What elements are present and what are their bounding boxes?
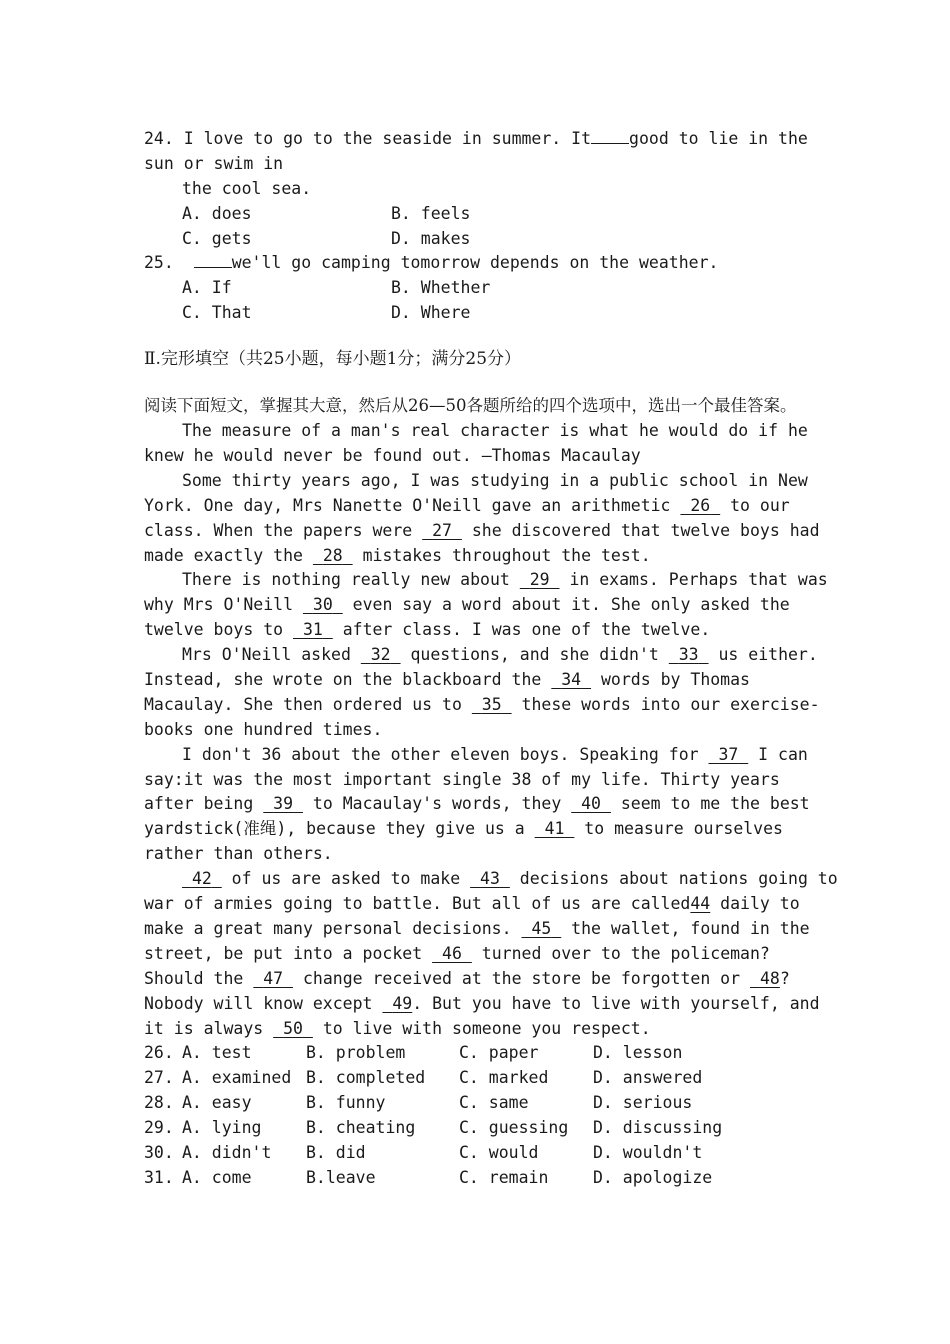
text-span: mistakes throughout the test. <box>352 545 651 565</box>
option-b: B. did <box>306 1142 366 1162</box>
blank-37 <box>709 745 749 764</box>
q24-option-d: D. makes <box>391 228 471 248</box>
text-span: these words into our exercise- <box>511 694 820 714</box>
blank-number: 48 <box>759 968 780 988</box>
option-a: A. come <box>182 1167 252 1187</box>
text-span: to our <box>720 495 790 515</box>
passage-line <box>144 743 814 768</box>
blank-number: 31 <box>302 620 323 640</box>
text-span: street, be put into a pocket <box>144 943 433 963</box>
blank-27 <box>422 521 462 540</box>
option-c: C. paper <box>459 1043 539 1063</box>
q25-option-a: A. If <box>182 278 232 298</box>
text-span: us either. <box>708 645 818 665</box>
passage-line: rather than others. <box>144 844 333 864</box>
option-a: A. easy <box>182 1093 252 1113</box>
passage-line <box>144 892 814 917</box>
answer-number: 30. <box>144 1142 174 1162</box>
option-c: C. marked <box>459 1068 549 1088</box>
option-b: B. cheating <box>306 1118 416 1138</box>
answer-number: 28. <box>144 1093 174 1113</box>
text-span: daily to <box>710 894 800 914</box>
blank-40 <box>571 794 611 813</box>
blank-number: 32 <box>370 645 391 665</box>
answer-row-28 <box>144 1091 814 1116</box>
blank-47 <box>253 969 293 988</box>
q25-blank <box>194 251 232 268</box>
passage-line <box>144 867 838 892</box>
text-span: class. When the papers were <box>144 520 423 540</box>
blank-number: 34 <box>561 670 582 690</box>
blank-46 <box>432 944 472 963</box>
answer-row-27 <box>144 1066 814 1091</box>
option-b: B. funny <box>306 1093 386 1113</box>
blank-42 <box>182 869 222 888</box>
text-span: made exactly the <box>144 545 313 565</box>
passage-line <box>144 494 814 519</box>
blank-number: 43 <box>480 869 500 889</box>
q24-stem-part1: I love to go to the seaside in summer. It <box>183 129 592 148</box>
option-b: B. problem <box>306 1043 406 1063</box>
blank-number: 42 <box>191 869 212 889</box>
text-span: change received at the store be forgotten or <box>293 968 750 988</box>
q24-option-a: A. does <box>182 203 252 223</box>
option-c: C. guessing <box>459 1118 569 1138</box>
text-span: I can <box>748 744 808 764</box>
passage-line <box>144 1017 814 1042</box>
text-span: yardstick(准绳), because they give us a <box>144 819 535 839</box>
option-b: B. completed <box>306 1068 426 1088</box>
blank-26 <box>680 496 720 515</box>
q24-blank <box>591 127 629 144</box>
text-span: it is always <box>144 1018 274 1038</box>
text-span: why Mrs O'Neill <box>144 595 303 615</box>
blank-number: 29 <box>529 570 550 590</box>
q24-stem-part2: good to lie in the <box>629 129 808 148</box>
passage-line <box>144 992 820 1017</box>
text-span: war of armies going to battle. But all of us are called <box>144 894 691 914</box>
blank-number: 28 <box>322 545 343 565</box>
text-span: Should the <box>144 968 254 988</box>
blank-32 <box>361 645 401 664</box>
blank-number: 27 <box>432 520 452 540</box>
passage-line <box>144 618 814 643</box>
answer-number: 29. <box>144 1118 174 1138</box>
blank-number: 40 <box>581 794 601 814</box>
q25-option-c: C. That <box>182 303 252 323</box>
q25-option-d: D. Where <box>391 303 471 323</box>
q24-stem-line3: the cool sea. <box>182 178 312 198</box>
q24-options-row1 <box>144 202 814 227</box>
blank-number: 47 <box>263 968 284 988</box>
blank-number: 35 <box>481 694 502 714</box>
text-span: questions, and she didn't <box>400 645 669 665</box>
q24-options-row2 <box>144 227 814 252</box>
blank-number: 50 <box>283 1018 303 1038</box>
answer-row-31 <box>144 1166 814 1191</box>
option-c: C. remain <box>459 1167 549 1187</box>
blank-49 <box>382 994 412 1013</box>
text-span: twelve boys to <box>144 620 294 640</box>
passage-line: Some thirty years ago, I was studying in a public school in New <box>182 470 808 490</box>
blank-39 <box>263 794 303 813</box>
option-d: D. apologize <box>593 1167 713 1187</box>
option-d: D. discussing <box>593 1118 723 1138</box>
blank-44: 44 <box>690 894 711 914</box>
option-a: A. lying <box>182 1118 262 1138</box>
text-span: . But you have to live with yourself, and <box>412 993 820 1013</box>
passage-line: The measure of a man's real character is what he would do if he <box>182 421 808 441</box>
option-a: A. test <box>182 1043 252 1063</box>
passage-line <box>144 942 814 967</box>
passage-line: say:it was the most important single 38 of my life. Thirty years <box>144 769 780 789</box>
text-span: ? <box>779 968 790 988</box>
q25-options-row2 <box>144 301 814 326</box>
q25-option-b: B. Whether <box>391 278 491 298</box>
text-span: decisions about nations going to <box>509 869 838 889</box>
answer-row-26 <box>144 1041 814 1066</box>
blank-number: 37 <box>718 744 739 764</box>
q25-number: 25. <box>144 253 174 273</box>
answer-number: 31. <box>144 1167 174 1187</box>
blank-43 <box>470 869 510 888</box>
q24-number: 24. <box>144 129 174 148</box>
option-b: B.leave <box>306 1167 376 1187</box>
answer-row-30 <box>144 1141 814 1166</box>
option-a: A. didn't <box>182 1142 272 1162</box>
text-span: the wallet, found in the <box>561 918 810 938</box>
text-span: words by Thomas <box>591 670 750 690</box>
passage-line: knew he would never be found out. —Thomas Macaulay <box>144 446 641 466</box>
option-d: D. lesson <box>593 1043 683 1063</box>
passage-line <box>144 643 818 668</box>
passage-line <box>144 817 814 842</box>
blank-28 <box>313 546 353 565</box>
blank-number: 46 <box>442 943 462 963</box>
q25-stem <box>144 251 814 276</box>
blank-31 <box>293 620 333 639</box>
option-c: C. same <box>459 1093 529 1113</box>
text-span: to Macaulay's words, they <box>302 794 572 814</box>
blank-48 <box>750 969 780 988</box>
text-span: There is nothing really new about <box>182 570 520 590</box>
blank-number: 26 <box>690 495 711 515</box>
text-span: Macaulay. She then ordered us to <box>144 694 472 714</box>
text-span: to live with someone you respect. <box>312 1018 651 1038</box>
answer-number: 26. <box>144 1043 174 1063</box>
blank-number: 49 <box>392 993 413 1013</box>
option-d: D. wouldn't <box>593 1142 703 1162</box>
blank-number: 33 <box>678 645 699 665</box>
text-span: make a great many personal decisions. <box>144 918 522 938</box>
blank-35 <box>472 695 512 714</box>
section-title: Ⅱ.完形填空（共25小题，每小题1分；满分25分） <box>144 349 522 370</box>
blank-34 <box>551 670 591 689</box>
option-d: D. answered <box>593 1068 703 1088</box>
text-span: in exams. Perhaps that was <box>559 570 828 590</box>
text-span: I don't 36 about the other eleven boys. Speaking for <box>182 744 709 764</box>
q24-stem-line2: sun or swim in <box>144 153 284 173</box>
blank-number: 39 <box>273 794 294 814</box>
blank-41 <box>535 819 575 838</box>
passage-line <box>144 693 820 718</box>
passage-line <box>144 519 820 544</box>
blank-29 <box>520 570 560 589</box>
q25-stem-text: we'll go camping tomorrow depends on the weather. <box>231 253 719 273</box>
text-span: of us are asked to make <box>221 869 471 889</box>
passage-line: books one hundred times. <box>144 719 383 739</box>
option-d: D. serious <box>593 1093 693 1113</box>
blank-number: 30 <box>312 595 333 615</box>
q24-option-b: B. feels <box>391 203 471 223</box>
text-span: after class. I was one of the twelve. <box>332 620 711 640</box>
passage-line <box>144 917 814 942</box>
passage-line <box>144 568 828 593</box>
section-instruction: 阅读下面短文，掌握其大意，然后从26—50各题所给的四个选项中，选出一个最佳答案。 <box>144 396 797 416</box>
text-span: Instead, she wrote on the blackboard the <box>144 670 552 690</box>
blank-number: 45 <box>531 918 552 938</box>
text-span: turned over to the policeman? <box>471 943 770 963</box>
text-span: seem to me the best <box>610 794 810 814</box>
answer-row-29 <box>144 1116 814 1141</box>
option-a: A. examined <box>182 1068 292 1088</box>
blank-50 <box>273 1019 313 1038</box>
q24-option-c: C. gets <box>182 228 252 248</box>
text-span: to measure ourselves <box>574 819 783 839</box>
text-span: after being <box>144 794 264 814</box>
q24-stem-line1 <box>144 127 814 152</box>
passage-line <box>144 544 814 569</box>
passage-line <box>144 792 814 817</box>
answer-number: 27. <box>144 1068 174 1088</box>
text-span: Mrs O'Neill asked <box>182 645 361 665</box>
text-span: Nobody will know except <box>144 993 383 1013</box>
q25-options-row1 <box>144 276 814 301</box>
blank-30 <box>303 595 343 614</box>
text-span: even say a word about it. She only asked the <box>342 595 790 615</box>
passage-line <box>144 593 814 618</box>
text-span: York. One day, Mrs Nanette O'Neill gave an arithmetic <box>144 495 681 515</box>
blank-33 <box>669 645 709 664</box>
passage-line <box>144 967 814 992</box>
passage-line <box>144 668 814 693</box>
blank-45 <box>522 919 562 938</box>
exam-page <box>144 127 838 1191</box>
blank-number: 41 <box>544 819 565 839</box>
option-c: C. would <box>459 1142 539 1162</box>
text-span: she discovered that twelve boys had <box>461 520 820 540</box>
